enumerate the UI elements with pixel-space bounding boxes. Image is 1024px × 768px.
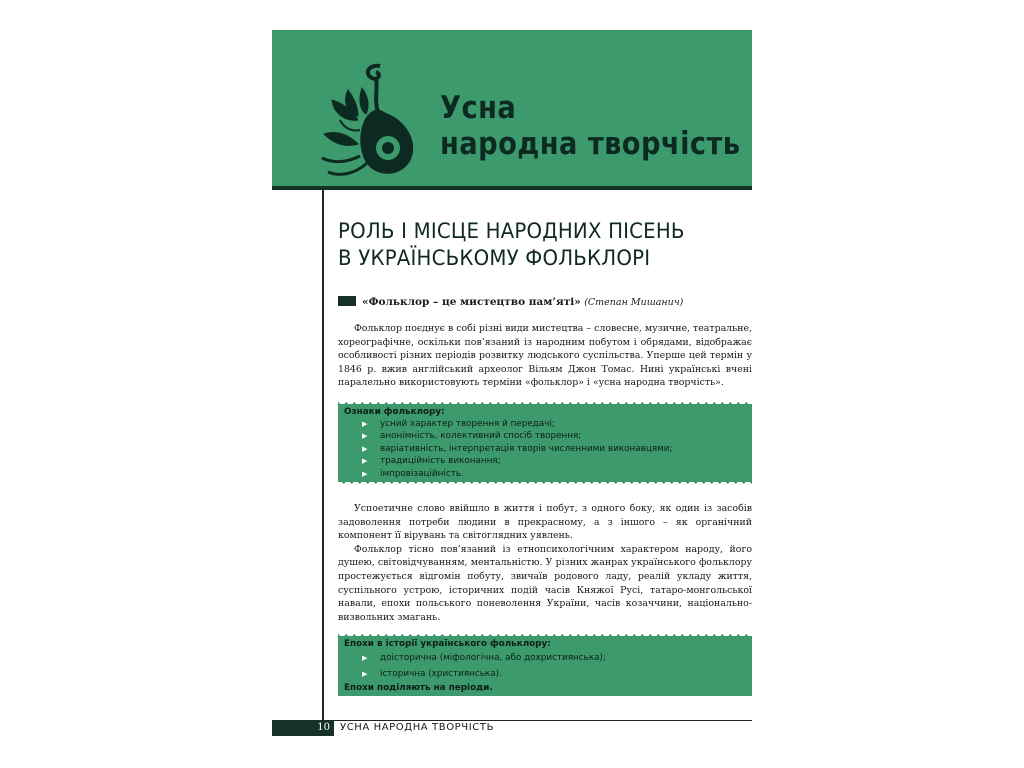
bandura-ornament-icon bbox=[318, 60, 418, 186]
list-item: ▶ анонімність, колективний спосіб творення; bbox=[362, 430, 746, 442]
page-number: 10 bbox=[272, 720, 334, 736]
body-paragraphs bbox=[338, 502, 752, 624]
body-paragraph-2: Фольклор тісно пов’язаний із етнопсихологічним характером народу, його душею, світовідчуванням, ментальністю. У різних жанрах українського фольклору простежується відгомін побуту, звичаїв родового ладу, реалій укладу життя, суспільного устрою, історичних подій часів Княжої Русі, татаро-монгольської навали, епохи польського поневолення України, часів козаччини, національно-визвольних змагань. bbox=[338, 543, 752, 623]
body-paragraph-1: Успоетичне слово ввійшло в життя і побут, з одного боку, як один із засобів задоволення потреби людини в прекрасному, а з іншого – як органічний компонент її вірувань та світоглядних уявлень. bbox=[338, 503, 752, 542]
box-border-bottom bbox=[338, 482, 752, 488]
chapter-title bbox=[338, 218, 748, 272]
footer-rule bbox=[334, 720, 752, 721]
list-item: ▶ імпровізаційність. bbox=[362, 468, 746, 480]
list-item: ▶ варіативність, інтерпретація творів численними виконавцями; bbox=[362, 443, 746, 455]
list-item: ▶ усний характер творення й передачі; bbox=[362, 418, 746, 430]
list-item: ▶ традиційність виконання; bbox=[362, 455, 746, 467]
list-item: ▶ історична (християнська). bbox=[362, 666, 746, 682]
chapter-title-line1: РОЛЬ І МІСЦЕ НАРОДНИХ ПІСЕНЬ bbox=[338, 219, 685, 244]
section-header bbox=[272, 30, 752, 190]
intro-paragraph: Фольклор поєднує в собі різні види мистецтва – словесне, музичне, театральне, хореографічне, оскільки пов’язаний із народним побутом і обрядами, відображає особливості різних періодів розвитку людського суспільства. Уперше цей термін у 1846 р. вжив англійський археолог Вільям Джон Томас. Нині українські вчені паралельно використовують терміни «фольклор» і «усна народна творчість». bbox=[338, 323, 752, 389]
epochs-box-title: Епохи в історії українського фольклору: bbox=[344, 639, 551, 649]
epochs-box-footer: Епохи поділяють на періоди. bbox=[344, 683, 493, 693]
epigraph-author: (Степан Мишанич) bbox=[584, 297, 684, 308]
section-title-line2: народна творчість bbox=[440, 126, 741, 162]
section-title bbox=[440, 90, 740, 162]
list-item: ▶ доісторична (міфологічна, або дохристиянська); bbox=[362, 650, 746, 666]
folklore-epochs-box bbox=[338, 630, 752, 696]
epochs-list bbox=[344, 650, 746, 682]
epigraph-marker bbox=[338, 296, 356, 306]
epigraph-quote: «Фольклор – це мистецтво пам’яті» bbox=[362, 296, 581, 308]
section-title-line1: Усна bbox=[440, 90, 517, 126]
vertical-divider bbox=[322, 190, 324, 720]
epigraph bbox=[338, 296, 683, 308]
running-title: УСНА НАРОДНА ТВОРЧІСТЬ bbox=[340, 722, 495, 733]
signs-list bbox=[344, 418, 746, 480]
signs-box-title: Ознаки фольклору: bbox=[344, 407, 445, 417]
page-footer bbox=[272, 720, 752, 738]
intro-paragraph-block bbox=[338, 322, 752, 390]
textbook-page bbox=[272, 30, 752, 738]
folklore-signs-box bbox=[338, 398, 752, 488]
chapter-title-line2: В УКРАЇНСЬКОМУ ФОЛЬКЛОРІ bbox=[338, 246, 651, 271]
